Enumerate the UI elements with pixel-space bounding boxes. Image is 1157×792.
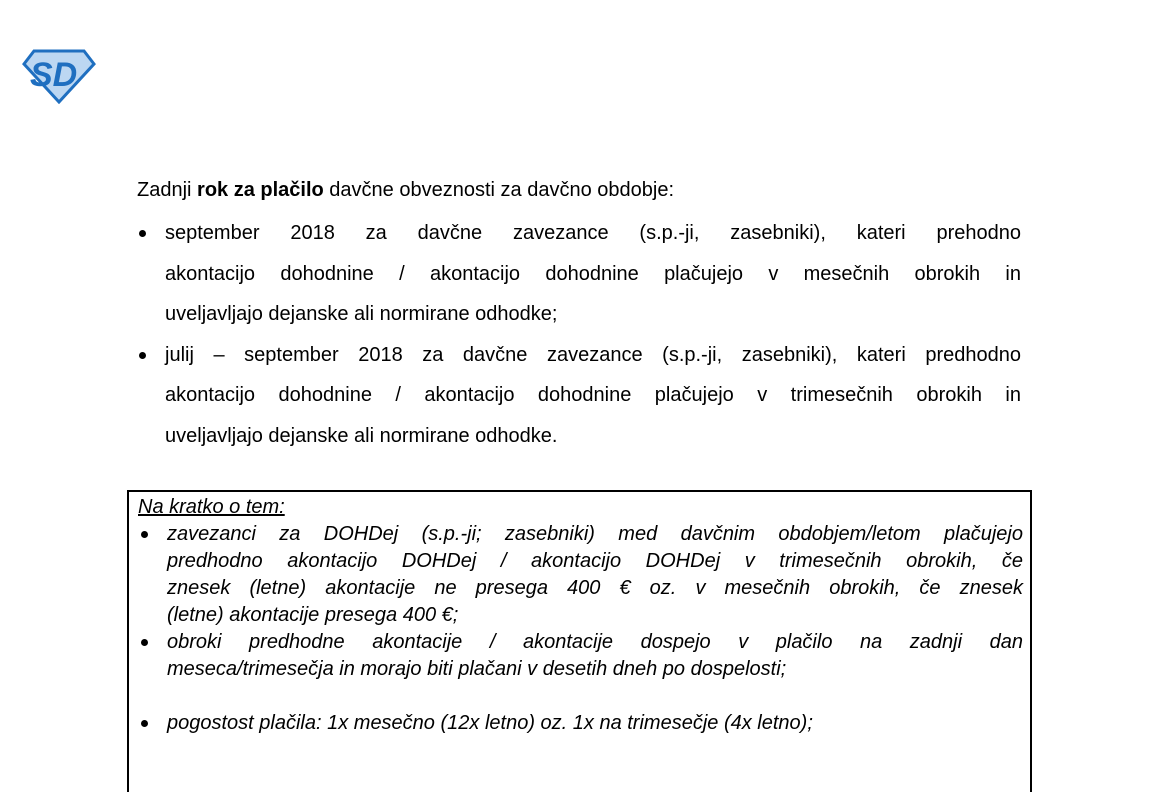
svg-text:SD: SD [30, 56, 78, 94]
list-item [137, 213, 1021, 335]
bullet-icon [141, 639, 148, 646]
list-item [139, 521, 1023, 629]
text-line: akontacijo dohodnine / akontacijo dohodnine plačujejo v trimesečnih obrokih in [165, 384, 1021, 407]
deadline-list [137, 213, 1021, 457]
list-item [139, 629, 1023, 683]
bullet-icon [141, 531, 148, 538]
text-line: obroki predhodne akontacije / akontacije dospejo v plačilo na zadnji dan [167, 631, 1023, 653]
intro-text-after: davčne obveznosti za davčno obdobje: [323, 179, 674, 201]
bullet-icon [139, 230, 146, 237]
list-item [137, 335, 1021, 457]
bullet-icon [141, 720, 148, 727]
intro-bold: rok za plačilo [197, 179, 324, 201]
intro-text: Zadnji [137, 179, 198, 201]
text-line: julij – september 2018 za davčne zavezance (s.p.-ji, zasebniki), kateri predhodno [165, 343, 1021, 366]
text-line: zavezanci za DOHDej (s.p.-ji; zasebniki) med davčnim obdobjem/letom plačujejo [167, 523, 1023, 545]
summary-title: Na kratko o tem: [138, 496, 285, 518]
text-line: akontacijo dohodnine / akontacijo dohodnine plačujejo v mesečnih obrokih in [165, 262, 1021, 285]
text-line: uveljavljajo dejanske ali normirane odhodke; [165, 303, 558, 326]
summary-list [139, 521, 1023, 737]
bullet-icon [139, 352, 146, 359]
text-line: znesek (letne) akontacije ne presega 400 € oz. v mesečnih obrokih, če znesek [167, 577, 1023, 599]
text-line: predhodno akontacijo DOHDej / akontacijo DOHDej v trimesečnih obrokih, če [167, 550, 1023, 572]
text-line: meseca/trimesečja in morajo biti plačani v desetih dneh po dospelosti; [167, 658, 787, 680]
summary-box [127, 490, 1032, 792]
text-line: pogostost plačila: 1x mesečno (12x letno) oz. 1x na trimesečje (4x letno); [167, 712, 813, 734]
intro-paragraph [137, 179, 674, 202]
text-line: (letne) akontacije presega 400 €; [167, 604, 459, 626]
company-logo [22, 48, 96, 104]
list-item [139, 710, 1023, 737]
text-line: uveljavljajo dejanske ali normirane odhodke. [165, 424, 558, 447]
text-line: september 2018 za davčne zavezance (s.p.-ji, zasebniki), kateri prehodno [165, 222, 1021, 244]
